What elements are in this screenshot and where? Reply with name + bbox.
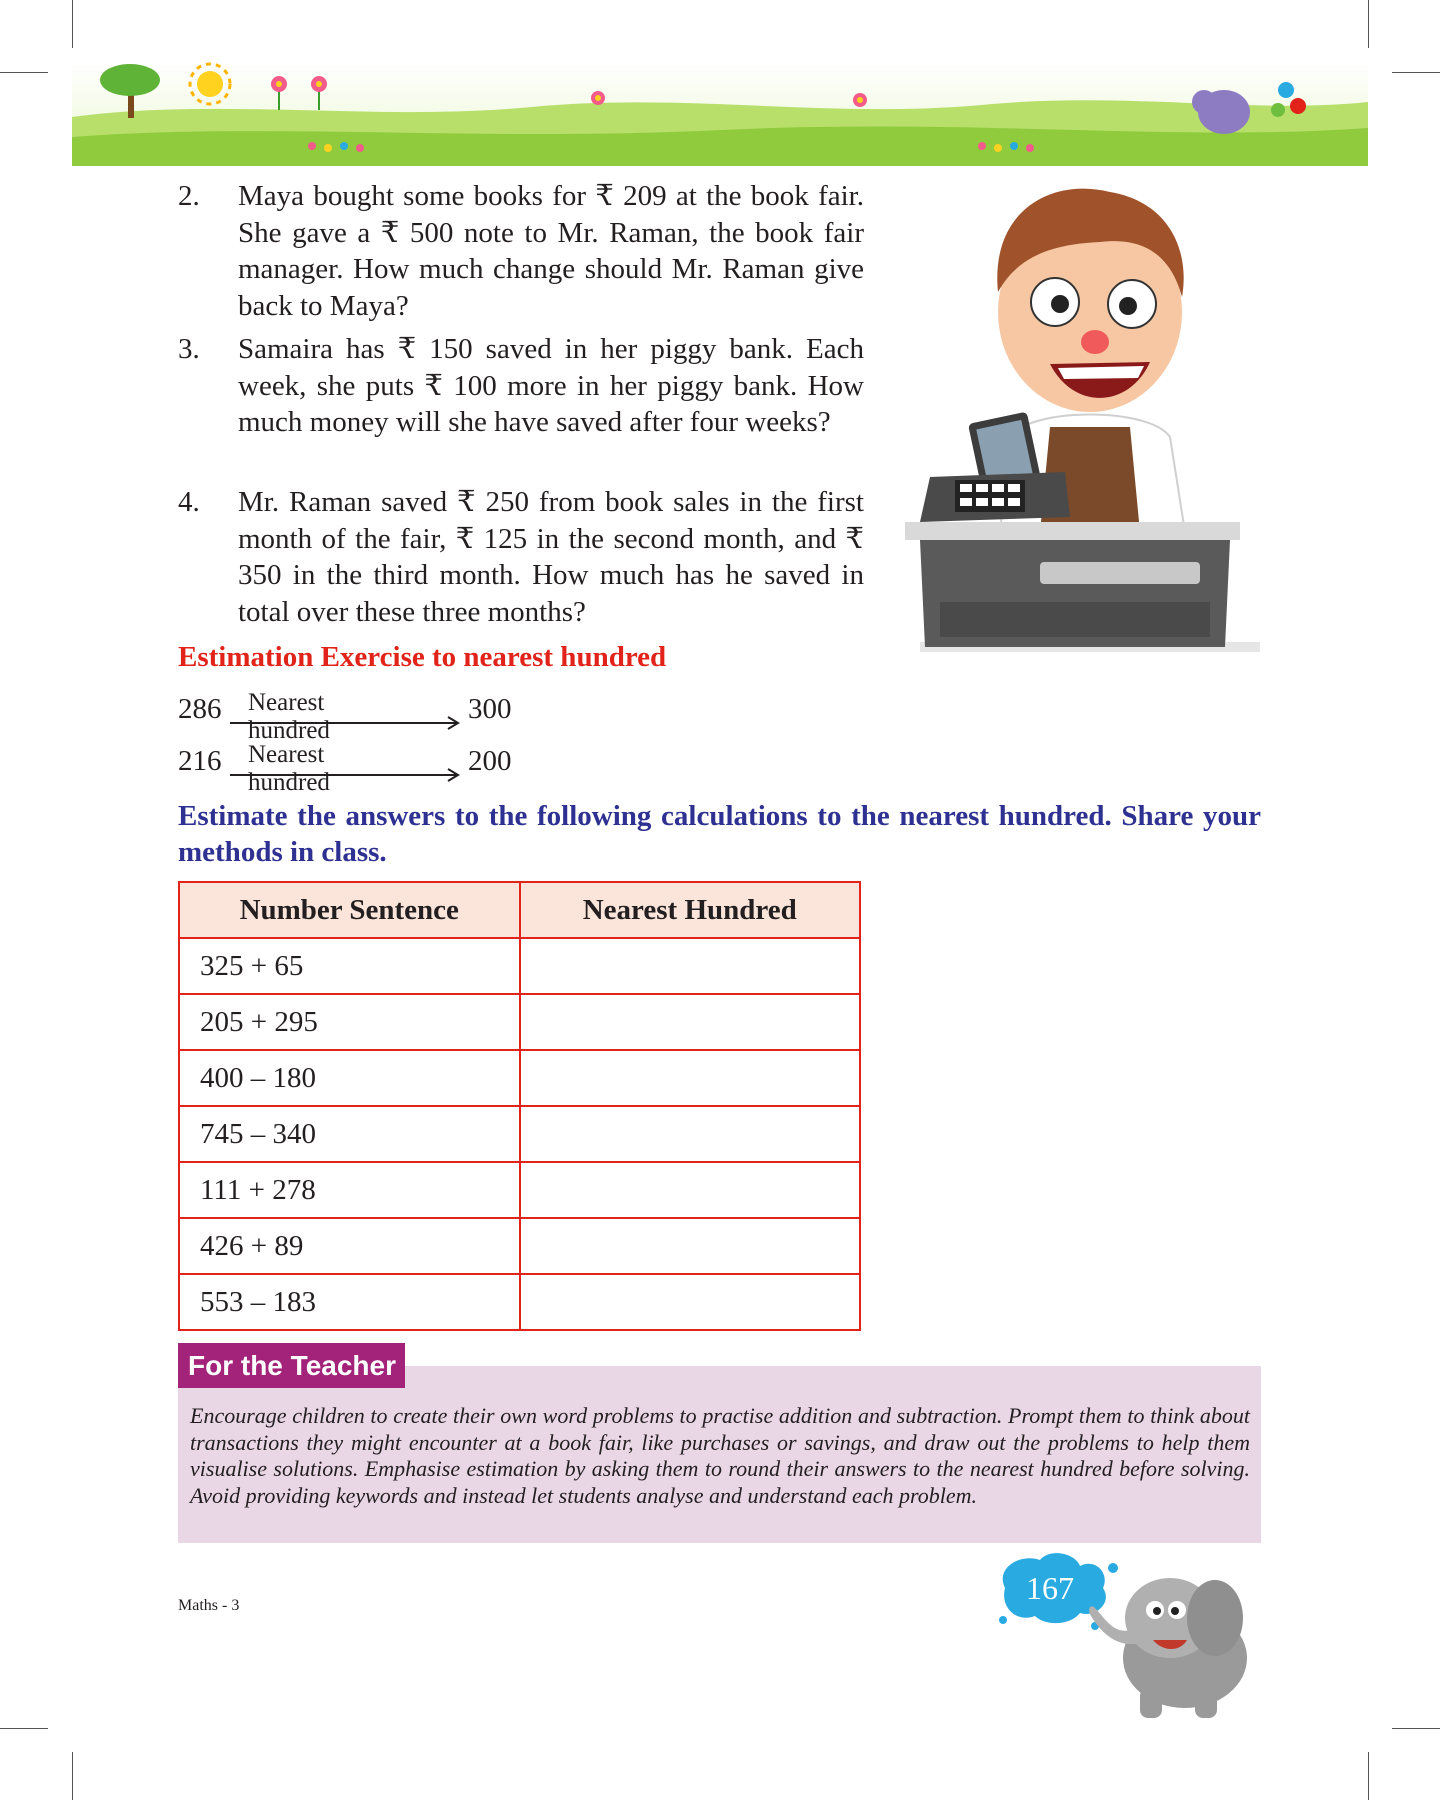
right-arrow-icon — [230, 767, 462, 783]
question-2 — [178, 178, 864, 324]
page-number: 167 — [1026, 1570, 1074, 1606]
estimation-table — [178, 881, 861, 1331]
example-from: 286 — [178, 693, 222, 725]
crop-mark — [72, 0, 73, 48]
table-row — [179, 1218, 860, 1274]
question-text: Samaira has ₹ 150 saved in her piggy bank. Each week, she puts ₹ 100 more in her piggy bank. How much money will she have saved after four weeks? — [238, 333, 864, 438]
table-row — [179, 1106, 860, 1162]
cashier-illustration — [900, 182, 1265, 667]
question-text: Mr. Raman saved ₹ 250 from book sales in the first month of the fair, ₹ 125 in the second month, and ₹ 350 in the third month. How much has he saved in total over these three months? — [238, 486, 864, 628]
number-sentence: 553 – 183 — [179, 1274, 520, 1330]
arrow-label: Nearest hundred — [248, 689, 330, 744]
question-4 — [178, 484, 864, 630]
answer-cell[interactable] — [520, 1106, 861, 1162]
question-number: 4. — [178, 486, 200, 518]
crop-mark — [1392, 1728, 1440, 1729]
answer-cell[interactable] — [520, 1218, 861, 1274]
arrow-label: Nearest hundred — [248, 741, 330, 796]
answer-cell[interactable] — [520, 938, 861, 994]
teacher-note-text: Encourage children to create their own word problems to practise addition and subtraction. Prompt them to think about transactions they might encounter at a book fair, like purchases or savings, and draw out the problems to help them visualise solutions. Emphasise estimation by asking them to round their answers to the nearest hundred before solving. Avoid providing keywords and instead let students analyse and understand each problem. — [190, 1403, 1250, 1508]
table-row — [179, 1162, 860, 1218]
right-arrow-icon — [230, 715, 462, 731]
estimation-instruction: Estimate the answers to the following calculations to the nearest hundred. Share your methods in class. — [178, 800, 1261, 868]
question-number: 3. — [178, 333, 200, 365]
table-row — [179, 938, 860, 994]
answer-cell[interactable] — [520, 1050, 861, 1106]
book-title: Maths - 3 — [178, 1597, 240, 1614]
number-sentence: 400 – 180 — [179, 1050, 520, 1106]
example-to: 300 — [468, 693, 512, 725]
column-header: Nearest Hundred — [520, 882, 861, 938]
crop-mark — [1368, 1752, 1369, 1800]
number-sentence: 426 + 89 — [179, 1218, 520, 1274]
question-3 — [178, 331, 864, 441]
answer-cell[interactable] — [520, 1274, 861, 1330]
table-row — [179, 1050, 860, 1106]
answer-cell[interactable] — [520, 1162, 861, 1218]
crop-mark — [0, 1728, 48, 1729]
number-sentence: 205 + 295 — [179, 994, 520, 1050]
number-sentence: 111 + 278 — [179, 1162, 520, 1218]
crop-mark — [1392, 72, 1440, 73]
number-sentence: 745 – 340 — [179, 1106, 520, 1162]
number-sentence: 325 + 65 — [179, 938, 520, 994]
column-header: Number Sentence — [179, 882, 520, 938]
table-header-row — [179, 882, 860, 938]
teacher-note-tab: For the Teacher — [178, 1343, 405, 1388]
table-row — [179, 1274, 860, 1330]
crop-mark — [72, 1752, 73, 1800]
crop-mark — [1368, 0, 1369, 48]
example-from: 216 — [178, 745, 222, 777]
crop-mark — [0, 72, 48, 73]
example-to: 200 — [468, 745, 512, 777]
table-row — [179, 994, 860, 1050]
header-banner — [72, 62, 1368, 166]
estimation-heading: Estimation Exercise to nearest hundred — [178, 641, 667, 673]
question-number: 2. — [178, 180, 200, 212]
flower-icon — [591, 91, 605, 105]
flower-icon — [853, 93, 867, 107]
question-text: Maya bought some books for ₹ 209 at the book fair. She gave a ₹ 500 note to Mr. Raman, the book fair manager. How much change should Mr. Raman give back to Maya? — [238, 180, 864, 322]
answer-cell[interactable] — [520, 994, 861, 1050]
